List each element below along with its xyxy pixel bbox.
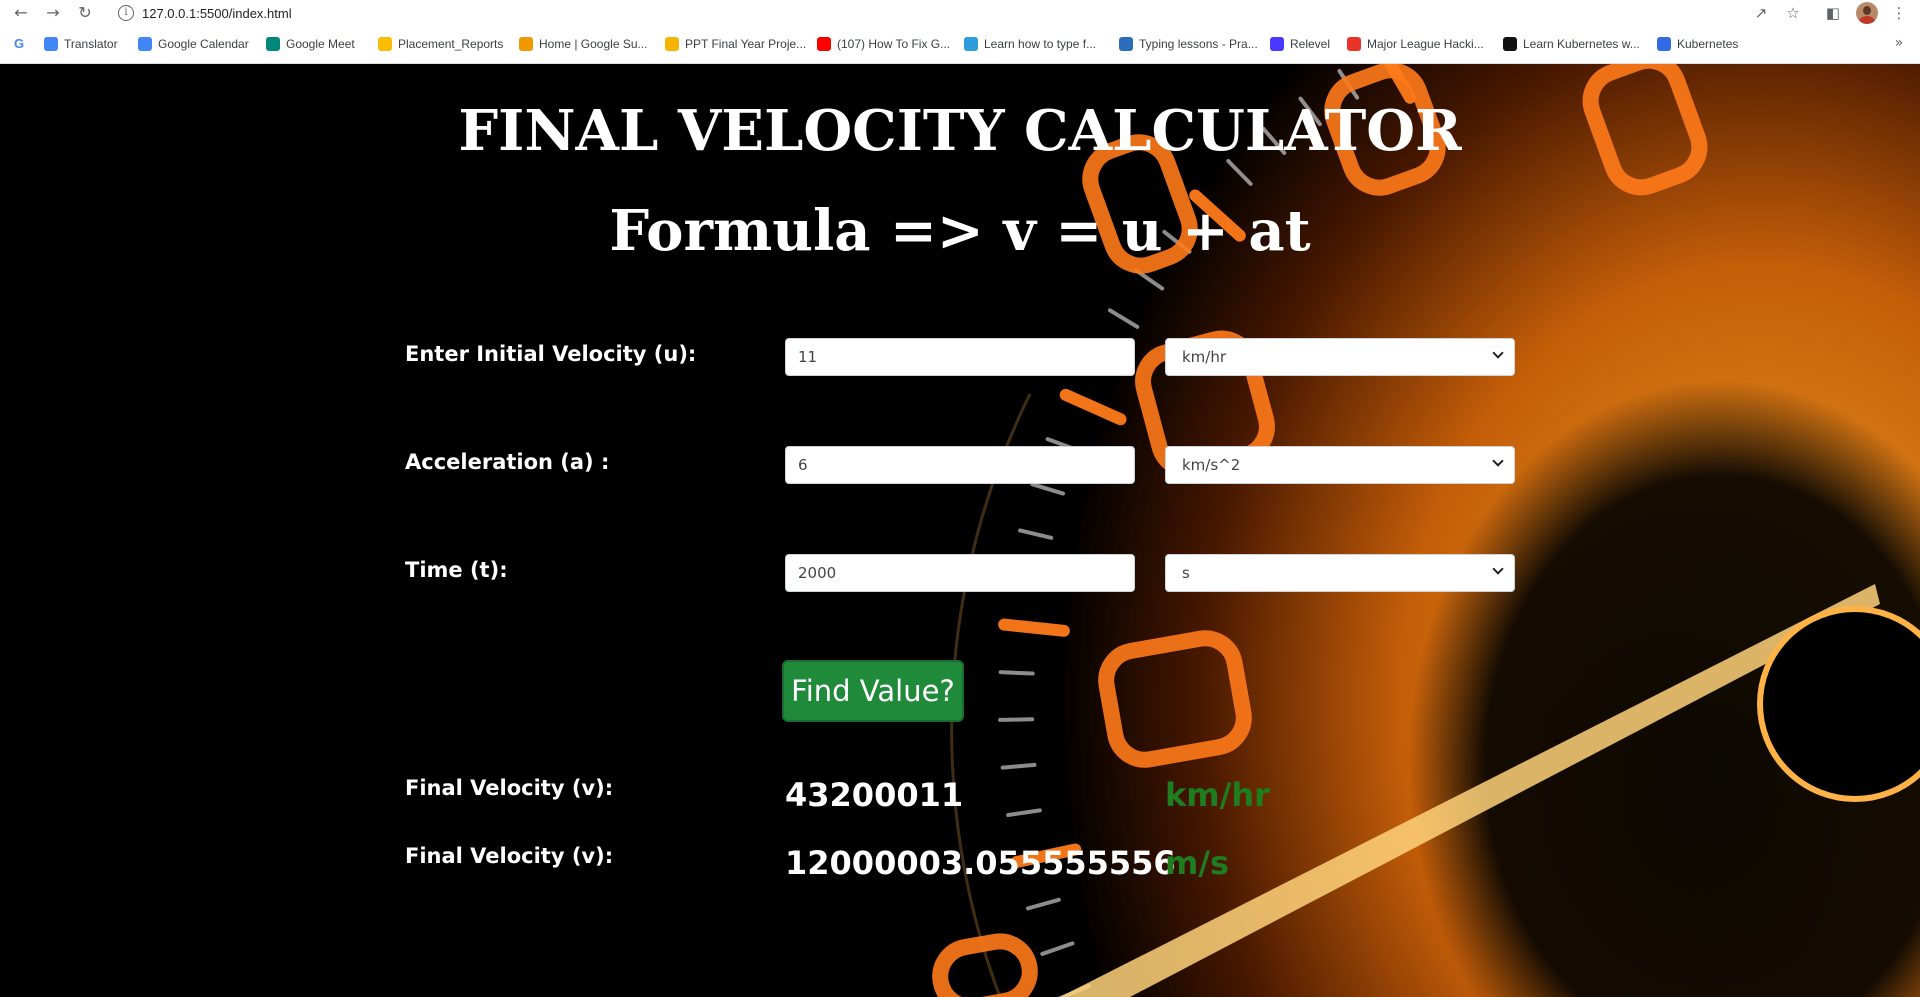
meet-icon [266,37,280,51]
formula-heading: Formula => v = u + at [609,198,1311,264]
find-value-button[interactable]: Find Value? [782,660,964,722]
bookmark-label: Placement_Reports [398,37,504,51]
bookmark-item[interactable] [266,35,355,53]
dial-tick [1032,484,1063,493]
dial-tick [1020,530,1051,537]
keyboard-icon [1119,37,1133,51]
dial-tick [1000,719,1032,720]
result-unit-ms: m/s [1165,844,1230,882]
bookmark-label: PPT Final Year Proje... [685,37,807,51]
address-url[interactable]: 127.0.0.1:5500/index.html [142,6,292,21]
cncf-icon [1503,37,1517,51]
time-unit-select[interactable] [1165,554,1515,592]
browser-toolbar [0,0,1920,26]
initial-velocity-input[interactable]: 11 [785,338,1135,376]
acceleration-unit-select[interactable] [1165,446,1515,484]
google-icon [44,37,58,51]
bookmark-label: Typing lessons - Pra... [1139,37,1258,51]
browser-chrome [0,0,1920,64]
bookmark-label: Kubernetes [1677,37,1739,51]
youtube-icon [817,37,831,51]
time-unit-value: s [1182,564,1190,582]
bookmark-label: Google Meet [286,37,355,51]
dial-tick [1008,810,1040,815]
bookmark-label: Relevel [1290,37,1331,51]
chevron-down-icon [1492,347,1503,358]
bookmark-item[interactable] [519,35,648,53]
back-icon[interactable]: ← [14,3,28,22]
bookmark-item[interactable] [1270,35,1330,53]
dial-hub [1760,609,1920,799]
bookmark-label: Major League Hacki... [1367,37,1484,51]
mlh-icon [1347,37,1361,51]
profile-avatar[interactable] [1856,2,1878,24]
bookmark-item[interactable] [1503,35,1640,53]
bookmark-label: Learn Kubernetes w... [1523,37,1640,51]
site-info-icon[interactable]: i [118,5,134,21]
reload-icon[interactable]: ↻ [78,3,92,22]
bookmark-item[interactable] [44,35,118,53]
typing-icon [964,37,978,51]
dial-tick [1028,900,1059,909]
kubernetes-icon [1657,37,1671,51]
bookmark-item[interactable] [964,35,1096,53]
time-label: Time (t): [405,558,508,582]
result-label-ms: Final Velocity (v): [405,844,614,868]
result-value-ms: 12000003.055555556 [785,844,1176,882]
bookmark-item[interactable] [665,35,806,53]
dial-tick [1001,672,1033,673]
bookmark-star-icon[interactable]: ☆ [1786,4,1800,22]
page-title: FINAL VELOCITY CALCULATOR [458,98,1462,164]
dial-numeral-block [935,937,1034,997]
bookmark-item[interactable] [1657,35,1738,53]
bookmarks-bar [0,30,1920,58]
initial-velocity-unit-select[interactable] [1165,338,1515,376]
bookmark-item[interactable] [378,35,503,53]
bookmark-label: Google Calendar [158,37,249,51]
bookmark-item[interactable] [1347,35,1484,53]
sun-icon [519,37,533,51]
bookmark-item[interactable] [1119,35,1258,53]
acceleration-label: Acceleration (a) : [405,450,610,474]
chevron-down-icon [1492,563,1503,574]
time-input[interactable]: 2000 [785,554,1135,592]
drive-icon [378,37,392,51]
address-bar[interactable] [110,1,1760,26]
result-label-kmhr: Final Velocity (v): [405,776,614,800]
dial-numeral-block [1101,634,1248,765]
dial-tick [1004,625,1064,631]
result-unit-kmhr: km/hr [1165,776,1270,814]
calculator-page [0,64,1920,997]
dial-tick [1066,395,1121,419]
slides-icon [665,37,679,51]
relevel-icon [1270,37,1284,51]
google-apps-icon[interactable]: G [13,36,25,51]
bookmark-item[interactable] [138,35,249,53]
dial-tick [1042,943,1072,954]
result-value-kmhr: 43200011 [785,776,964,814]
initial-velocity-unit-value: km/hr [1182,348,1227,366]
dial-tick [1110,310,1137,327]
calendar-icon [138,37,152,51]
bookmark-label: (107) How To Fix G... [837,37,951,51]
forward-icon[interactable]: → [46,3,60,22]
bookmark-label: Learn how to type f... [984,37,1097,51]
chevron-down-icon [1492,455,1503,466]
menu-kebab-icon[interactable]: ⋮ [1891,4,1907,22]
bookmark-item[interactable] [817,35,950,53]
acceleration-unit-value: km/s^2 [1182,456,1241,474]
bookmark-label: Translator [64,37,118,51]
initial-velocity-label: Enter Initial Velocity (u): [405,342,697,366]
bookmark-label: Home | Google Su... [539,37,648,51]
dial-tick [1228,161,1250,184]
acceleration-input[interactable]: 6 [785,446,1135,484]
share-icon[interactable]: ↗ [1754,4,1768,22]
dial-tick [1003,765,1035,768]
side-panel-icon[interactable]: ◧ [1825,4,1841,22]
more-bookmarks-icon[interactable]: » [1894,35,1904,51]
